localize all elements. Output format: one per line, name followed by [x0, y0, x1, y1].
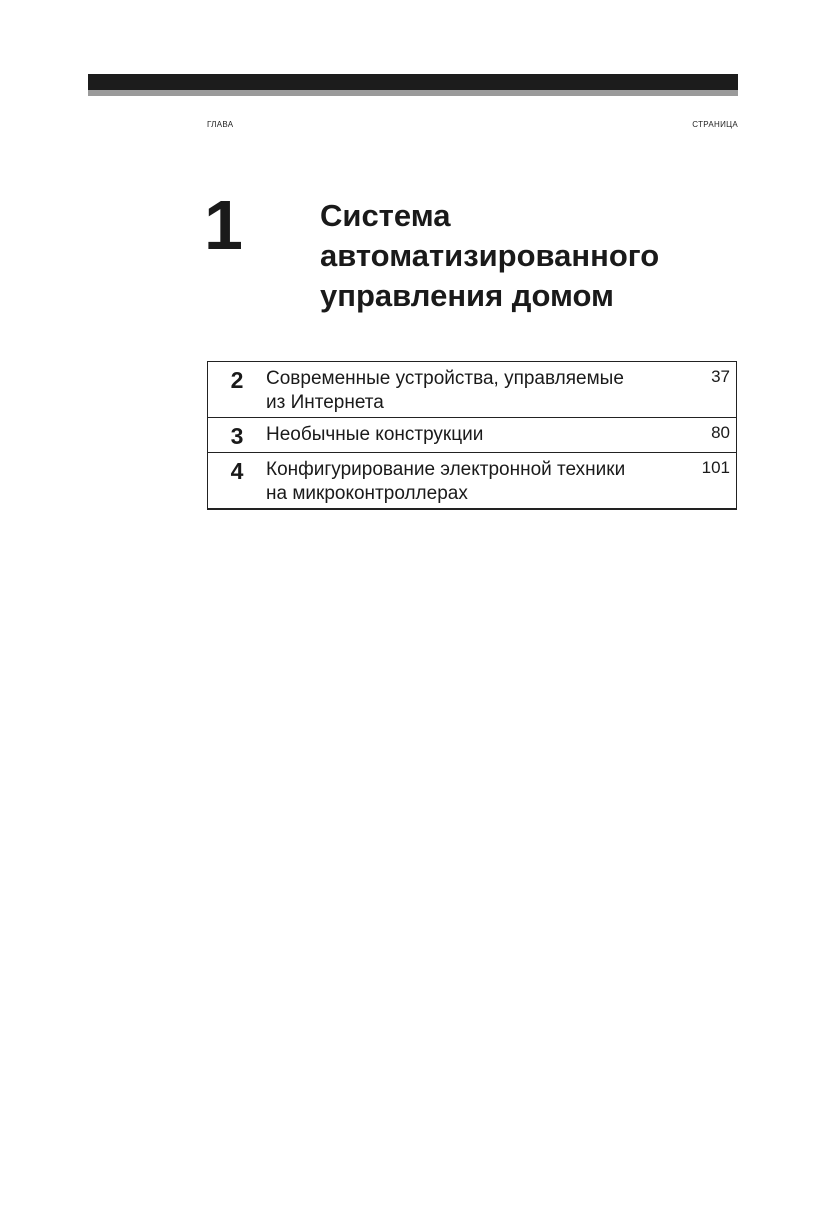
current-chapter-title-line: Система: [320, 198, 451, 233]
header-rule-light: [88, 90, 738, 96]
toc-chapter-title[interactable]: [266, 418, 666, 453]
page-column-label: СТРАНИЦА: [692, 120, 738, 129]
toc-title-line: на микроконтроллерах: [266, 483, 468, 504]
toc-row[interactable]: [208, 418, 737, 453]
current-chapter-title-line: управления домом: [320, 278, 614, 313]
current-chapter-title-line: автоматизированного: [320, 238, 660, 273]
toc-page-number: 37: [711, 367, 730, 386]
toc-title-line: Конфигурирование электронной техники: [266, 459, 626, 480]
toc-chapter-number: 3: [208, 418, 267, 453]
table-of-contents: [207, 361, 737, 510]
toc-chapter-title[interactable]: [266, 362, 666, 418]
toc-title-line: из Интернета: [266, 392, 384, 413]
current-chapter-number: 1: [204, 186, 243, 264]
toc-page-number: 80: [666, 418, 737, 453]
header-rule-dark: [88, 74, 738, 90]
toc-row[interactable]: [208, 362, 737, 418]
toc-title-line: Современные устройства, управляемые: [266, 368, 624, 389]
toc-chapter-number: 4: [208, 453, 267, 510]
toc-title-line: Необычные конструкции: [266, 424, 484, 445]
toc-chapter-title[interactable]: [266, 453, 666, 510]
chapter-column-label: ГЛАВА: [207, 120, 234, 129]
toc-chapter-number: 2: [230, 367, 244, 393]
toc-row[interactable]: [208, 453, 737, 510]
current-chapter-title: [320, 196, 730, 316]
toc-page-number: 101: [666, 453, 737, 510]
